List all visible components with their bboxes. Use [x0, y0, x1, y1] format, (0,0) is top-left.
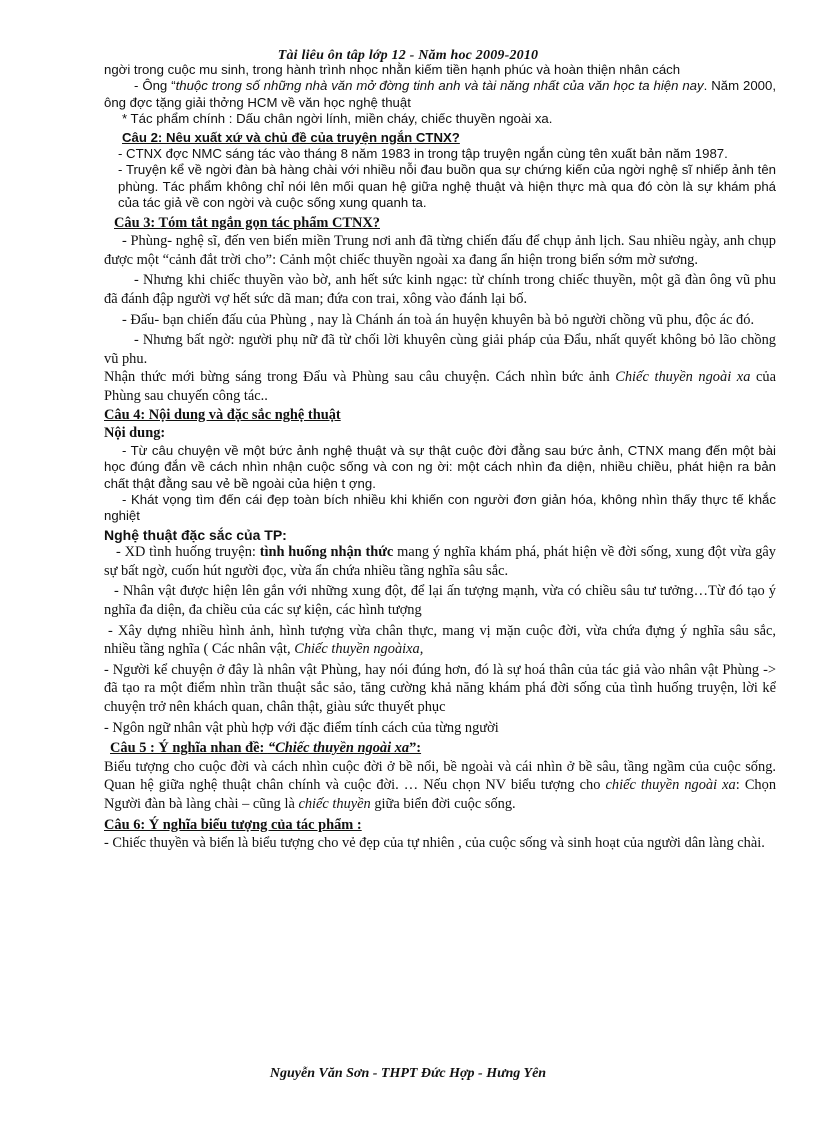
art-paragraph-3 [104, 622, 776, 659]
italic-quote: thuộc trong số những nhà văn mở đờng tinh anh và tài năng nhất của văn học ta hiện nay [175, 78, 704, 94]
question-3-paragraph-3: - Đẩu- bạn chiến đấu của Phùng , nay là Chánh án toà án huyện khuyên bà bỏ người chồng vũ phu, độc ác đó. [122, 311, 755, 328]
text-span: Nhận thức mới bừng sáng trong Đẩu và Phùng sau câu chuyện. Cách nhìn bức ảnh [104, 369, 616, 386]
text-span: mang ý nghĩa khám phá, phát hiện về đời sống, xung đột vừa gây sự bất ngờ, cuốn hút người đọc, vừa ẩn chứa nhiều tầng nghĩa sâu sắc. [104, 544, 777, 579]
text-span: ”: [409, 740, 422, 757]
text-span: - Xây dựng nhiều hình ảnh, hình tượng vừa chân thực, mang vị mặn cuộc đời, vừa chứa đựng ý nghĩa sâu sắc, nhiều tầng nghĩa ( Các nhân vật, [104, 622, 776, 658]
art-paragraph-5: - Ngôn ngữ nhân vật phù hợp với đặc điểm tính cách của từng người [104, 719, 499, 736]
question-2-heading: Câu 2: Nêu xuất xứ và chủ đề của truyện ngắn CTNX? [122, 129, 460, 145]
italic-title: chiếc thuyền [298, 795, 371, 812]
intro-paragraph: ngời trong cuộc mu sinh, trong hành trình nhọc nhằn kiếm tiền hạnh phúc và hoàn thiện nhân cách [104, 62, 681, 77]
main-works-line: * Tác phẩm chính : Dấu chân ngời lính, miền cháy, chiếc thuyền ngoài xa. [122, 111, 553, 127]
question-3-heading: Câu 3: Tóm tắt ngắn gọn tác phẩm CTNX? [114, 214, 380, 231]
question-3-paragraph-4: - Nhưng bất ngờ: người phụ nữ đã từ chối lời khuyên cùng giải pháp của Đẩu, nhất quyết không bỏ lão chồng vũ phu. [104, 332, 776, 367]
question-2-paragraph-2: - Truyện kể về ngời đàn bà hàng chài với nhiều nỗi đau buồn qua sự chứng kiến của ngời nghệ sĩ nhiếp ảnh tên phùng. Tác phẩm không chỉ nói lên mối quan hệ giữa nghệ thuật và hiện thực mà qua đó còn là sự khám phá của tác giả về con ngời và cuộc sống xung quanh ta. [118, 162, 776, 211]
italic-title: chiếc thuyền ngoài xa [605, 777, 736, 794]
question-5-heading [104, 739, 776, 758]
italic-title: Chiếc thuyền ngoàixa, [294, 641, 424, 658]
page-header: Tài liêu ôn tâp lớp 12 - Năm hoc 2009-2010 [277, 48, 539, 63]
text-span: . Năm 2000, ông đợc tặng giải thởng HCM về văn học nghệ thuật [104, 78, 777, 110]
question-6-paragraph: - Chiếc thuyền và biển là biểu tượng cho vẻ đẹp của tự nhiên , của cuộc sống và sinh hoạt của người dân làng chài. [104, 835, 765, 852]
question-6-heading: Câu 6: Ý nghĩa biểu tượng của tác phẩm : [104, 816, 362, 833]
question-3-paragraph-5 [104, 368, 776, 405]
question-5-paragraph [104, 758, 776, 814]
question-3-paragraph-1: - Phùng- nghệ sĩ, đến ven biển miền Trung nơi anh đã từng chiến đấu để chụp ảnh lịch. Sau nhiều ngày, anh chụp được một “cảnh đắt trời cho”: Cảnh một chiếc thuyền ngoài xa đang ẩn hiện trong biển sớm mờ sương. [104, 233, 776, 268]
content-subheading: Nội dung: [104, 425, 166, 442]
page-footer: Nguyễn Văn Sơn - THPT Đức Hợp - Hưng Yên [269, 1066, 547, 1081]
question-2-paragraph-1: - CTNX đợc NMC sáng tác vào tháng 8 năm 1983 in trong tập truyện ngắn cùng tên xuất bản năm 1987. [118, 146, 728, 162]
text-span: - XD tình huống truyện: [116, 544, 260, 561]
italic-title: Chiếc thuyền ngoài xa [615, 369, 751, 386]
document-body [104, 62, 776, 853]
art-paragraph-4: - Người kể chuyện ở đây là nhân vật Phùng, hay nói đúng hơn, đó là sự hoá thân của tác giả vào nhân vật Phùng -> đã tạo ra một điểm nhìn trần thuật sắc sảo, tăng cường khả năng khám phá đời sống của tình huống truyện, lời kể chuyện trở nên khách quan, chân thật, giàu sức thuyết phục [104, 661, 776, 715]
text-span: Biểu tượng cho cuộc đời và cách nhìn cuộc đời ở bề nổi, bề ngoài và cái nhìn ở bề sâu, tầng ngầm của cuộc sống. Quan hệ giữa nghệ thuật chân chính và cuộc đời. … Nếu chọn NV biểu tượng cho [104, 758, 776, 794]
art-subheading: Nghệ thuật đặc sắc của TP: [104, 526, 287, 543]
author-note-paragraph [104, 78, 776, 111]
bold-italic-title: “Chiếc thuyền ngoài xa [267, 740, 410, 757]
text-span: - Ông “ [134, 78, 176, 94]
text-span: của Phùng sau chuyến công tác.. [104, 369, 776, 404]
bold-term: tình huống nhận thức [259, 544, 394, 561]
art-paragraph-1 [104, 543, 776, 580]
content-paragraph-1: - Từ câu chuyện về một bức ảnh nghệ thuật và sự thật cuộc đời đằng sau bức ảnh, CTNX mang đến một bài học đúng đắn về cách nhìn nhận cuộc sống và con ng ời: một cách nhìn đa diện, nhiều chiều, phát hiện ra bản chất thật đằng sau vẻ bề ngoài của hiện t ợng. [104, 442, 776, 491]
question-3-paragraph-2: - Nhưng khi chiếc thuyền vào bờ, anh hết sức kinh ngạc: từ chính trong chiếc thuyền, một gã đàn ông vũ phu đã đánh đập người vợ hết sức dã man; đứa con trai, xông vào đánh lại bố. [104, 272, 776, 308]
text-span: giữa biển đời cuộc sống. [370, 795, 516, 812]
text-span: : Chọn Người đàn bà làng chài – cũng là [104, 777, 777, 812]
art-paragraph-2: - Nhân vật được hiện lên gắn với những xung đột, để lại ấn tượng mạnh, vừa có chiều sâu tư tưởng…Từ đó tạo ý nghĩa đa diện, đa chiều của các sự kiện, các hình tượng [104, 583, 776, 618]
content-paragraph-2: - Khát vọng tìm đến cái đẹp toàn bích nhiều khi khiến con người đơn giản hóa, không nhìn thấy thực tế khắc nghiệt [104, 492, 776, 524]
text-span: Câu 5 : Ý nghĩa nhan đề: [110, 740, 268, 757]
question-4-heading: Câu 4: Nội dung và đặc sắc nghệ thuật [104, 406, 341, 423]
